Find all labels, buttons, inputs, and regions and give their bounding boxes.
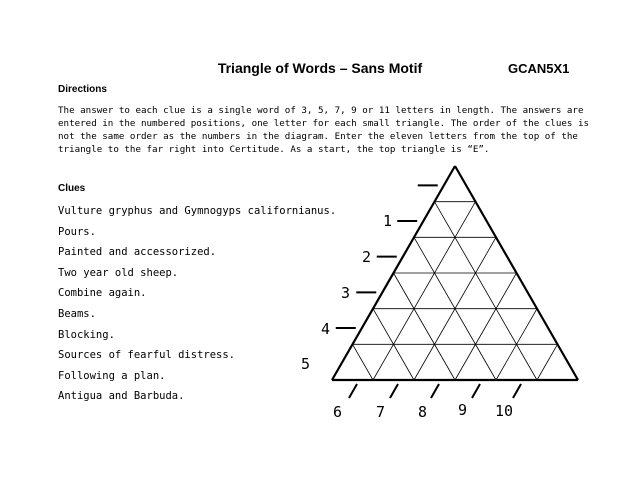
directions-heading: Directions — [58, 84, 107, 95]
left-number: 3 — [341, 284, 351, 302]
grid-line — [353, 344, 374, 380]
position-marker — [349, 384, 357, 398]
left-number: 5 — [301, 355, 311, 373]
bottom-number: 8 — [418, 403, 428, 421]
clue: Pours. — [58, 225, 96, 238]
page-title: Triangle of Words – Sans Motif — [217, 60, 423, 76]
grid-line — [455, 273, 517, 380]
position-marker — [513, 384, 521, 398]
left-number: 1 — [383, 212, 393, 230]
bottom-number: 9 — [458, 401, 468, 419]
clue: Painted and accessorized. — [58, 246, 217, 259]
left-number: 2 — [362, 248, 372, 266]
bottom-number: 10 — [495, 402, 514, 420]
clue: Combine again. — [58, 287, 147, 300]
grid-line — [435, 202, 538, 380]
left-number: 4 — [321, 320, 331, 338]
clue: Blocking. — [58, 328, 115, 341]
grid-line — [394, 273, 456, 380]
position-marker — [431, 384, 439, 398]
directions-text: The answer to each clue is a single word of 3, 5, 7, 9 or 11 letters in length. The answers are entered in the numbered positions, one letter for each small triangle. The order of the clues is not the same order as the numbers in the diagram. Enter the eleven letters from the top of the triangle to the far right into Certitude. As a start, the top triangle is “E”. — [58, 105, 590, 155]
clue: Two year old sheep. — [58, 266, 179, 279]
grid-line — [537, 344, 558, 380]
clue: Following a plan. — [58, 369, 166, 382]
bottom-number: 6 — [333, 403, 343, 421]
clue: Sources of fearful distress. — [58, 349, 236, 362]
position-marker — [390, 384, 398, 398]
clue: Antigua and Barbuda. — [58, 390, 185, 403]
puzzle-code: GCAN5X1 — [508, 61, 570, 76]
clue: Beams. — [58, 307, 96, 320]
clue: Vulture gryphus and Gymnogyps californianus. — [58, 205, 337, 217]
position-marker — [472, 384, 480, 398]
clues-heading: Clues — [58, 183, 86, 194]
bottom-number: 7 — [376, 403, 386, 421]
triangle-grid — [332, 166, 578, 398]
